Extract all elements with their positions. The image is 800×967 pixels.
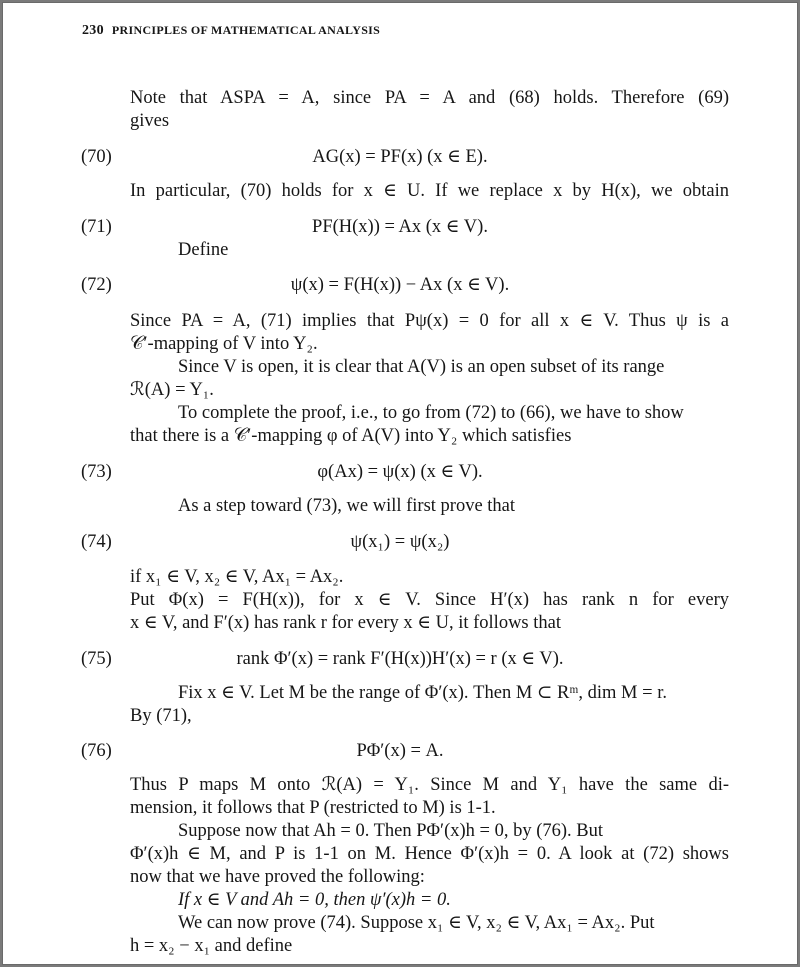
equation-75: rank Φ′(x) = rank F′(H(x))H′(x) = r (x ∈ V).	[236, 649, 564, 669]
equation-label: (76)	[81, 741, 112, 761]
text-line: 𝒞′-mapping of V into Y₂.	[130, 334, 318, 354]
text-line: x ∈ V, and F′(x) has rank r for every x ∈ U, it follows that	[130, 613, 562, 633]
equation-73: φ(Ax) = ψ(x) (x ∈ V).	[317, 462, 483, 482]
text-line: Define	[178, 240, 229, 260]
text-line: Note that ASPA = A, since PA = A and (68) holds. Therefore (69)	[130, 88, 729, 108]
text-line: now that we have proved the following:	[130, 867, 425, 887]
text-line: h = x₂ − x₁ and define	[130, 936, 293, 956]
text-line: To complete the proof, i.e., to go from (72) to (66), we have to show	[178, 403, 684, 423]
text-line: Since V is open, it is clear that A(V) is an open subset of its range	[178, 357, 665, 377]
text-line: We can now prove (74). Suppose x₁ ∈ V, x₂ ∈ V, Ax₁ = Ax₂. Put	[178, 913, 655, 933]
equation-label: (75)	[81, 649, 112, 669]
equation-label: (73)	[81, 462, 112, 482]
equation-72: ψ(x) = F(H(x)) − Ax (x ∈ V).	[290, 275, 510, 295]
equation-label: (74)	[81, 532, 112, 552]
text-line: Since PA = A, (71) implies that Pψ(x) = 0 for all x ∈ V. Thus ψ is a	[130, 311, 729, 331]
running-title: PRINCIPLES OF MATHEMATICAL ANALYSIS	[111, 23, 381, 37]
lemma-statement: If x ∈ V and Ah = 0, then ψ′(x)h = 0.	[178, 890, 451, 910]
equation-label: (70)	[81, 147, 112, 167]
text-line: Put Φ(x) = F(H(x)), for x ∈ V. Since H′(x) has rank n for every	[130, 590, 729, 610]
text-line: if x₁ ∈ V, x₂ ∈ V, Ax₁ = Ax₂.	[130, 567, 344, 587]
text-line: mension, it follows that P (restricted to M) is 1-1.	[130, 798, 496, 818]
equation-label: (72)	[81, 275, 112, 295]
text-line: ℛ(A) = Y₁.	[130, 380, 214, 400]
text-line: gives	[130, 111, 170, 131]
equation-label: (71)	[81, 217, 112, 237]
book-page	[3, 3, 797, 964]
equation-76: PΦ′(x) = A.	[356, 741, 444, 761]
text-line: Fix x ∈ V. Let M be the range of Φ′(x). Then M ⊂ Rᵐ, dim M = r.	[178, 683, 667, 703]
equation-70: AG(x) = PF(x) (x ∈ E).	[312, 147, 488, 167]
running-header	[82, 19, 380, 42]
page-number: 230	[82, 23, 104, 38]
text-line: By (71),	[130, 706, 192, 726]
text-line: Thus P maps M onto ℛ(A) = Y₁. Since M and Y₁ have the same di-	[130, 775, 729, 795]
text-line: Suppose now that Ah = 0. Then PΦ′(x)h = 0, by (76). But	[178, 821, 604, 841]
text-line: In particular, (70) holds for x ∈ U. If we replace x by H(x), we obtain	[130, 181, 729, 201]
text-line: Φ′(x)h ∈ M, and P is 1-1 on M. Hence Φ′(x)h = 0. A look at (72) shows	[130, 844, 729, 864]
equation-74: ψ(x₁) = ψ(x₂)	[350, 532, 450, 552]
text-line: As a step toward (73), we will first prove that	[178, 496, 516, 516]
text-line: that there is a 𝒞′-mapping φ of A(V) into Y₂ which satisfies	[130, 426, 572, 446]
equation-71: PF(H(x)) = Ax (x ∈ V).	[312, 217, 488, 237]
